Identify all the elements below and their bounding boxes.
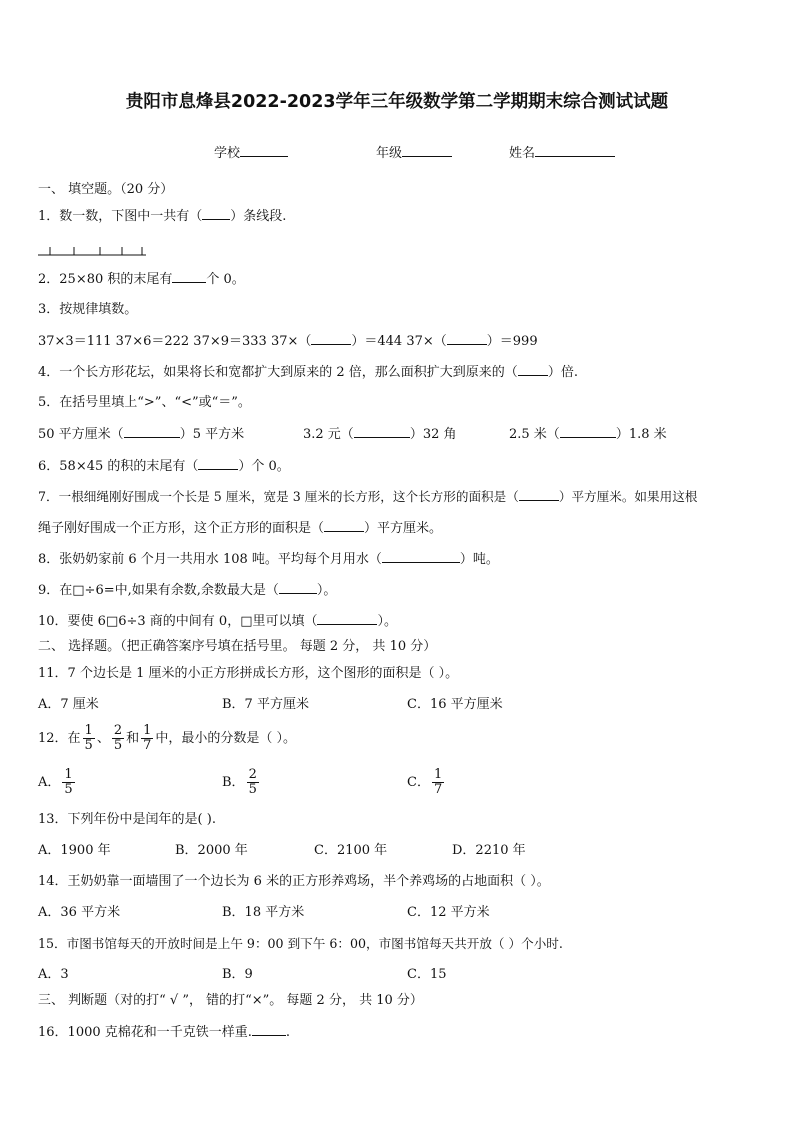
q1-blank[interactable] [202, 207, 230, 220]
fraction-denominator: 7 [143, 738, 152, 753]
student-info-row [0, 142, 794, 162]
school-label: 学校 [214, 146, 241, 161]
q10-text-a: 10．要使 6□6÷3 商的中间有 0，□里可以填（ [38, 614, 318, 629]
question-1 [38, 207, 286, 226]
option-label: A． [38, 775, 61, 790]
fraction-numerator: 2 [248, 767, 257, 782]
question-7-line-2 [38, 519, 442, 538]
q11-option-c[interactable]: C．16 平方厘米 [407, 697, 503, 712]
q12-sep1: 、 [96, 731, 110, 746]
q3-blank-1[interactable] [311, 332, 351, 345]
q13-option-c[interactable]: C．2100 年 [314, 843, 388, 858]
q4-text-a: 4．一个长方形花坛，如果将长和宽都扩大到原来的 2 倍，那么面积扩大到原来的（ [38, 365, 518, 380]
page-title: 贵阳市息烽县2022-2023学年三年级数学第二学期期末综合测试试题 [125, 92, 669, 112]
q3-row-b: ）＝444 37×（ [351, 334, 447, 349]
question-4 [38, 363, 578, 382]
grade-blank[interactable] [402, 143, 452, 157]
question-7-line-1 [38, 488, 697, 506]
q12-option-b[interactable] [222, 766, 261, 800]
question-10 [38, 612, 397, 631]
q16-blank[interactable] [252, 1023, 286, 1036]
q16-text-b: . [285, 1025, 291, 1040]
q12-fraction-1 [83, 724, 95, 753]
name-label: 姓名 [509, 146, 536, 161]
q14-option-a[interactable]: A．36 平方米 [38, 905, 121, 920]
question-15: 15．市图书馆每天的开放时间是上午 9：00 到下午 6：00，市图书馆每天共开放（ ）个小时. [38, 936, 563, 951]
question-6 [38, 457, 290, 476]
fraction-denominator: 5 [84, 738, 93, 753]
question-11: 11．7 个边长是 1 厘米的小正方形拼成长方形，这个图形的面积是（ ）。 [38, 666, 459, 681]
question-14: 14．王奶奶靠一面墙围了一个边长为 6 米的正方形养鸡场，半个养鸡场的占地面积（ ）。 [38, 874, 550, 889]
q5-item-b [303, 425, 457, 444]
q5-b-text-1: 3.2 元（ [303, 427, 354, 442]
fraction-numerator: 2 [113, 723, 123, 738]
q8-blank[interactable] [382, 550, 460, 563]
q5-item-c [509, 425, 667, 444]
q7-text-a: 7．一根细绳刚好围成一个长是 5 厘米，宽是 3 厘米的长方形，这个长方形的面积是（ [38, 489, 519, 504]
section-heading-true-false: 三、 判断题（对的打“ √ ”， 错的打“×”。 每题 2 分， 共 10 分） [38, 993, 423, 1008]
q2-text-a: 2．25×80 积的末尾有 [38, 272, 173, 287]
q4-text-b: ）倍. [547, 365, 578, 380]
fraction-numerator: 1 [433, 767, 443, 782]
q9-text-b: ）。 [316, 583, 337, 598]
fraction-numerator: 1 [64, 767, 73, 782]
q12-option-c[interactable] [407, 766, 446, 800]
q9-blank[interactable] [279, 581, 317, 594]
q8-text-b: ）吨。 [459, 552, 499, 567]
q7-text-d: ）平方厘米。 [364, 521, 443, 536]
q10-blank[interactable] [317, 612, 377, 625]
question-3: 3．按规律填数。 [38, 302, 138, 317]
q13-option-a[interactable]: A．1900 年 [38, 843, 111, 858]
question-5: 5．在括号里填上“>”、“<”或“＝”。 [38, 395, 251, 410]
q13-option-b[interactable]: B．2000 年 [175, 843, 248, 858]
q15-option-a[interactable]: A．3 [38, 967, 69, 982]
question-13: 13．下列年份中是闰年的是( ). [38, 812, 216, 827]
fraction-denominator: 5 [113, 738, 123, 753]
q1-text-b: ）条线段. [230, 209, 287, 224]
q9-text-a: 9．在□÷6=中,如果有余数,余数最大是（ [38, 583, 279, 598]
q6-blank[interactable] [198, 457, 238, 470]
q7-text-c: 绳子刚好围成一个正方形，这个正方形的面积是（ [38, 521, 325, 536]
name-field[interactable] [509, 142, 615, 161]
q5-c-text-2: ）1.8 米 [615, 427, 667, 442]
q11-option-b[interactable]: B．7 平方厘米 [222, 697, 309, 712]
q14-option-c[interactable]: C．12 平方米 [407, 905, 490, 920]
q12-option-b-fraction [247, 768, 259, 797]
q5-a-text-1: 50 平方厘米（ [38, 427, 124, 442]
q12-sep2: 和 [126, 731, 140, 746]
q1-text-a: 1．数一数，下图中一共有（ [38, 209, 203, 224]
section-heading-choice: 二、 选择题。（把正确答案序号填在括号里。 每题 2 分， 共 10 分） [38, 639, 437, 654]
q6-text-a: 6．58×45 的积的末尾有（ [38, 459, 199, 474]
q12-fraction-2 [112, 724, 124, 753]
q3-row-c: ）＝999 [486, 334, 538, 349]
q3-blank-2[interactable] [447, 332, 487, 345]
option-label: B． [222, 775, 245, 790]
question-9 [38, 581, 336, 600]
q12-fraction-3 [141, 724, 153, 753]
line-segment-figure [38, 244, 148, 260]
q5-item-a [38, 425, 244, 444]
q10-text-b: ）。 [377, 614, 397, 629]
q5-c-text-1: 2.5 米（ [509, 427, 560, 442]
grade-label: 年级 [376, 146, 403, 161]
q16-text-a: 16．1000 克棉花和一千克铁一样重. [38, 1025, 252, 1040]
option-label: C． [407, 775, 430, 790]
q5-a-blank[interactable] [124, 425, 180, 438]
q12-option-a[interactable] [38, 766, 77, 800]
q11-option-a[interactable]: A．7 厘米 [38, 697, 99, 712]
q15-option-c[interactable]: C．15 [407, 967, 447, 982]
q12-option-c-fraction [432, 768, 444, 797]
q5-b-blank[interactable] [354, 425, 410, 438]
q13-option-d[interactable]: D．2210 年 [452, 843, 526, 858]
q12-prefix: 12．在 [38, 731, 81, 746]
fraction-numerator: 1 [84, 723, 93, 738]
school-blank[interactable] [240, 143, 288, 157]
q7-text-b: ）平方厘米。如果用这根 [558, 489, 698, 504]
q5-a-text-2: ）5 平方米 [179, 427, 245, 442]
q14-option-b[interactable]: B．18 平方米 [222, 905, 305, 920]
q8-text-a: 8．张奶奶家前 6 个月一共用水 108 吨。平均每个月用水（ [38, 552, 382, 567]
q5-b-text-2: ）32 角 [409, 427, 457, 442]
q15-option-b[interactable]: B．9 [222, 967, 253, 982]
section-heading-fill-blank: 一、 填空题。（20 分） [38, 182, 174, 197]
q3-row-a: 37×3＝111 37×6＝222 37×9＝333 37×（ [38, 334, 312, 349]
question-2 [38, 270, 245, 289]
q7-blank-2[interactable] [324, 519, 364, 532]
fraction-numerator: 1 [143, 723, 152, 738]
q4-blank[interactable] [518, 363, 548, 376]
fraction-denominator: 5 [248, 782, 257, 797]
q2-blank[interactable] [172, 270, 206, 283]
school-field[interactable] [214, 142, 288, 161]
fraction-denominator: 5 [64, 782, 73, 797]
q5-c-blank[interactable] [560, 425, 616, 438]
question-12 [38, 722, 296, 756]
name-blank[interactable] [535, 143, 615, 157]
q6-text-b: ）个 0。 [238, 459, 290, 474]
fraction-denominator: 7 [433, 782, 443, 797]
q2-text-b: 个 0。 [206, 272, 245, 287]
grade-field[interactable] [376, 142, 452, 161]
q12-option-a-fraction [62, 768, 74, 797]
question-3-row [38, 332, 538, 351]
q12-suffix: 中，最小的分数是（ ）。 [155, 731, 297, 746]
question-8 [38, 550, 499, 569]
q7-blank-1[interactable] [519, 488, 559, 501]
question-16 [38, 1023, 290, 1042]
